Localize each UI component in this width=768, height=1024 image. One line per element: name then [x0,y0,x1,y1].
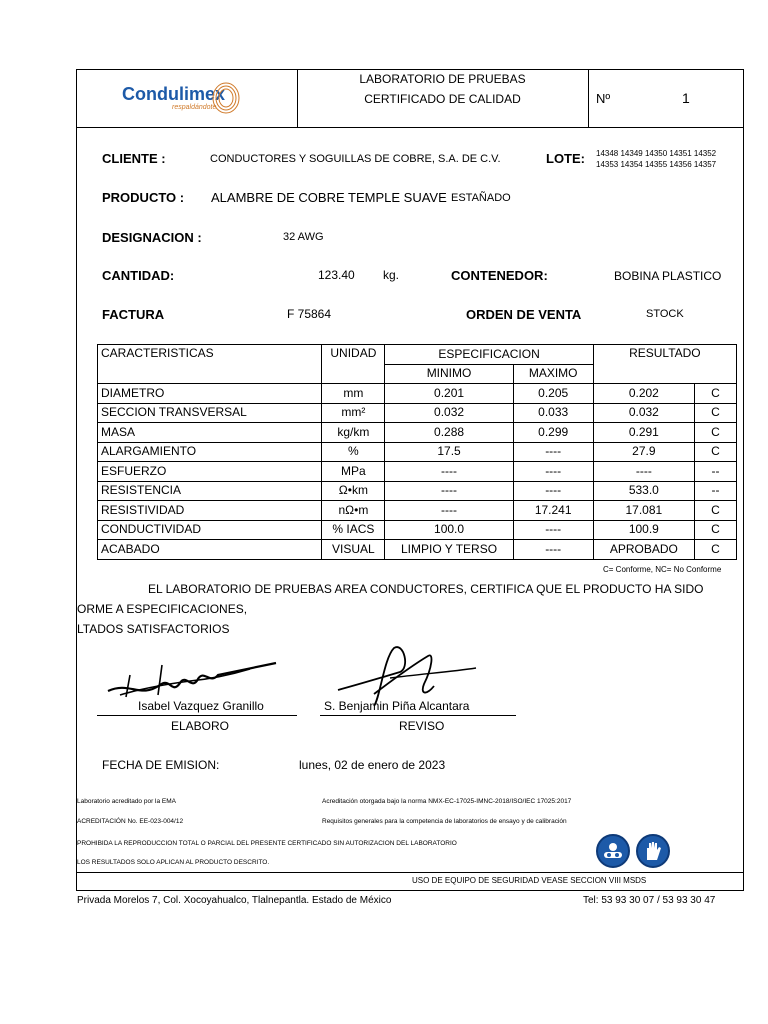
row-unit: Ω•km [322,481,385,501]
table-row [98,442,737,462]
table-row [98,501,737,521]
row-maximum: ---- [513,442,593,462]
brand-logo-swirl-icon [210,80,242,116]
contenedor-value: BOBINA PLASTICO [614,269,722,283]
row-characteristic: ACABADO [98,540,322,560]
designacion-label: DESIGNACION : [102,230,202,245]
elaboro-signature-line [97,715,297,716]
reviso-signature-line [320,715,516,716]
lab-title: LABORATORIO DE PRUEBAS [359,72,526,86]
brand-name: Condulimex [122,84,226,104]
row-status: C [694,501,736,521]
row-characteristic: RESISTIVIDAD [98,501,322,521]
note-prohibida: PROHIBIDA LA REPRODUCCION TOTAL O PARCIAL DEL PRESENTE CERTIFICADO SIN AUTORIZACION DEL LABORATORIO [77,840,457,847]
cliente-value: CONDUCTORES Y SOGUILLAS DE COBRE, S.A. DE C.V. [210,153,501,165]
row-characteristic: ALARGAMIENTO [98,442,322,462]
row-characteristic: SECCION TRANSVERSAL [98,403,322,423]
row-result: 100.9 [593,520,694,540]
row-maximum: 17.241 [513,501,593,521]
row-minimum: 0.032 [385,403,513,423]
producto-value: ALAMBRE DE COBRE TEMPLE SUAVE [211,190,447,205]
reviso-name: S. Benjamin Piña Alcantara [324,699,470,713]
reviso-label: REVISO [399,719,445,733]
row-minimum: 17.5 [385,442,513,462]
row-maximum: ---- [513,481,593,501]
table-row [98,520,737,540]
row-minimum: ---- [385,462,513,482]
row-status: -- [694,462,736,482]
row-characteristic: MASA [98,423,322,443]
row-maximum: 0.299 [513,423,593,443]
elaboro-signature [100,655,280,700]
specification-table [97,344,737,560]
row-maximum: 0.033 [513,403,593,423]
row-result: 533.0 [593,481,694,501]
certification-line-1: EL LABORATORIO DE PRUEBAS AREA CONDUCTORES, CERTIFICA QUE EL PRODUCTO HA SIDO [148,582,704,596]
row-maximum: 0.205 [513,384,593,404]
factura-value: F 75864 [287,307,332,321]
row-minimum: 100.0 [385,520,513,540]
col-header-unidad: UNIDAD [322,345,385,384]
row-unit: kg/km [322,423,385,443]
row-maximum: ---- [513,540,593,560]
row-result: ---- [593,462,694,482]
safety-gloves-icon [636,834,670,868]
certification-line-2: ORME A ESPECIFICACIONES, [77,602,248,616]
legend: C= Conforme, NC= No Conforme [603,565,722,574]
table-row [98,540,737,560]
lote-line-2: 14353 14354 14355 14356 14357 [596,160,717,169]
factura-label: FACTURA [102,307,165,322]
company-phone: Tel: 53 93 30 07 / 53 93 30 47 [583,895,716,906]
table-row [98,462,737,482]
brand-tagline: respaldándote [172,104,217,111]
row-unit: nΩ•m [322,501,385,521]
note-requisitos: Requisitos generales para la competencia de laboratorios de ensayo y de calibración [322,818,567,825]
lote-label: LOTE: [546,151,585,166]
row-status: C [694,384,736,404]
table-row [98,481,737,501]
row-status: C [694,423,736,443]
footer-divider [76,872,744,873]
note-seguridad: USO DE EQUIPO DE SEGURIDAD VEASE SECCION VIII MSDS [412,876,647,885]
note-acreditacion: ACREDITACIÓN No. EE-023-004/12 [77,818,184,825]
orden-value: STOCK [646,308,684,320]
table-row [98,384,737,404]
contenedor-label: CONTENEDOR: [451,268,548,283]
row-status: C [694,520,736,540]
table-row [98,403,737,423]
row-unit: mm [322,384,385,404]
cliente-label: CLIENTE : [102,151,166,166]
producto-label: PRODUCTO : [102,190,185,205]
row-result: 27.9 [593,442,694,462]
row-unit: % [322,442,385,462]
emission-date: lunes, 02 de enero de 2023 [299,758,446,772]
row-maximum: ---- [513,462,593,482]
row-unit: VISUAL [322,540,385,560]
col-header-resultado: RESULTADO [593,345,736,384]
row-maximum: ---- [513,520,593,540]
designacion-value: 32 AWG [283,231,324,243]
col-header-maximo: MAXIMO [513,364,593,384]
row-status: C [694,403,736,423]
company-address: Privada Morelos 7, Col. Xocoyahualco, Tlalnepantla. Estado de México [77,895,392,906]
emission-label: FECHA DE EMISION: [102,758,220,772]
note-norma: Acreditación otorgada bajo la norma NMX-EC-17025-IMNC-2018/ISO/IEC 17025:2017 [322,798,572,805]
lote-line-1: 14348 14349 14350 14351 14352 [596,149,717,158]
row-result: 0.032 [593,403,694,423]
certificate-title: CERTIFICADO DE CALIDAD [364,92,521,106]
number-label: Nº [596,91,611,106]
header-divider [76,127,744,128]
row-minimum: 0.201 [385,384,513,404]
row-result: 0.202 [593,384,694,404]
row-minimum: ---- [385,481,513,501]
header-col-divider [588,69,589,127]
row-characteristic: DIAMETRO [98,384,322,404]
certificate-number: 1 [682,90,690,106]
row-unit: MPa [322,462,385,482]
cantidad-value: 123.40 [318,268,355,282]
note-ema: Laboratorio acreditado por la EMA [77,798,177,805]
row-characteristic: CONDUCTIVIDAD [98,520,322,540]
row-result: 17.081 [593,501,694,521]
row-result: 0.291 [593,423,694,443]
col-header-minimo: MINIMO [385,364,513,384]
table-header-row [98,345,737,365]
row-status: C [694,442,736,462]
row-minimum: ---- [385,501,513,521]
certification-line-3: LTADOS SATISFACTORIOS [77,622,230,636]
elaboro-name: Isabel Vazquez Granillo [138,699,264,713]
elaboro-label: ELABORO [171,719,230,733]
cantidad-unit: kg. [383,268,400,282]
safety-glasses-icon [596,834,630,868]
col-header-caracteristicas: CARACTERISTICAS [98,345,322,384]
row-unit: % IACS [322,520,385,540]
producto-extra: ESTAÑADO [451,192,511,204]
row-result: APROBADO [593,540,694,560]
cantidad-label: CANTIDAD: [102,268,175,283]
row-minimum: 0.288 [385,423,513,443]
orden-label: ORDEN DE VENTA [466,307,582,322]
col-header-especificacion: ESPECIFICACION [385,345,593,365]
note-aplican: LOS RESULTADOS SOLO APLICAN AL PRODUCTO DESCRITO. [77,859,270,866]
row-characteristic: ESFUERZO [98,462,322,482]
row-status: -- [694,481,736,501]
row-minimum: LIMPIO Y TERSO [385,540,513,560]
row-unit: mm² [322,403,385,423]
row-status: C [694,540,736,560]
table-row [98,423,737,443]
row-characteristic: RESISTENCIA [98,481,322,501]
